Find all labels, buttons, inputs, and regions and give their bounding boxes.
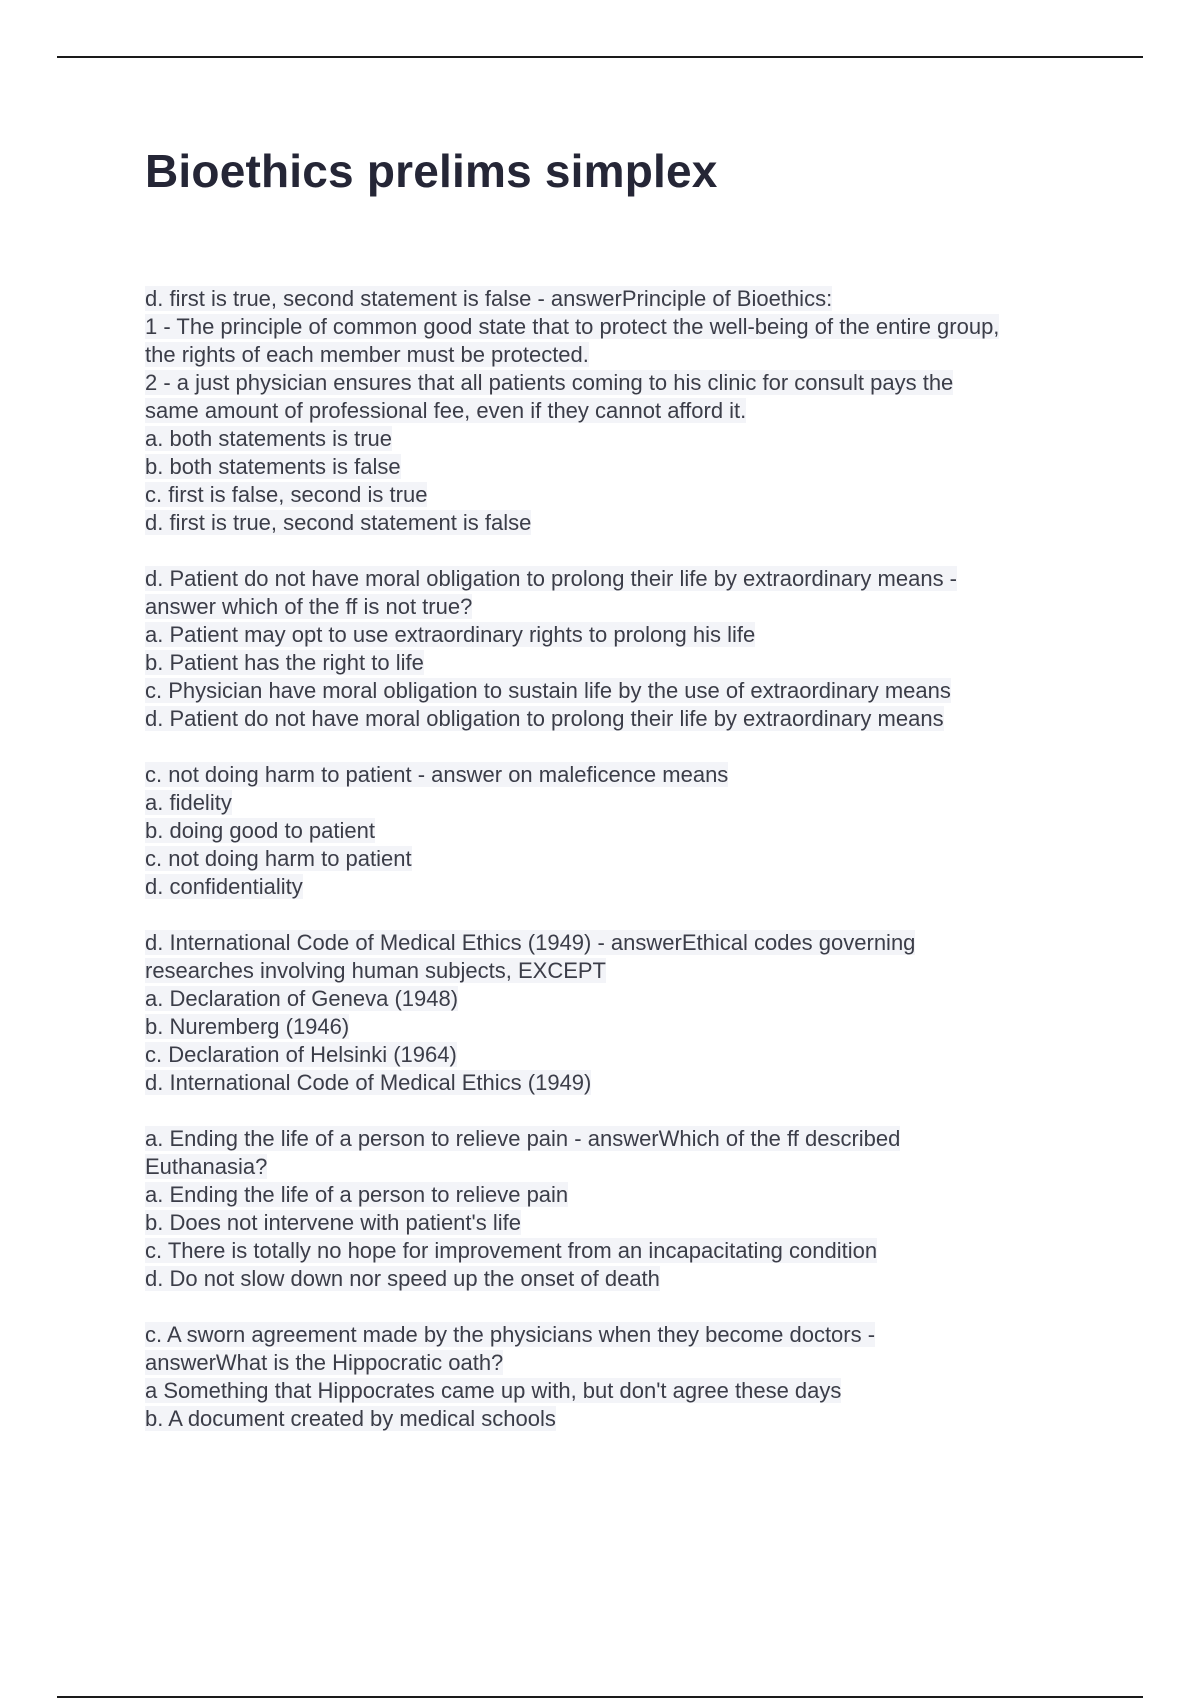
option-line: d. International Code of Medical Ethics (1949) xyxy=(145,1070,592,1095)
text-line: 2 - a just physician ensures that all patients coming to his clinic for consult pays the xyxy=(145,370,954,395)
question-block xyxy=(145,285,1095,537)
question-block xyxy=(145,1125,1095,1293)
option-line: d. Do not slow down nor speed up the onset of death xyxy=(145,1266,660,1291)
option-line: c. Declaration of Helsinki (1964) xyxy=(145,1042,457,1067)
option-line: b. Nuremberg (1946) xyxy=(145,1014,350,1039)
option-line: b. A document created by medical schools xyxy=(145,1406,556,1431)
question-block xyxy=(145,565,1095,733)
option-line: c. not doing harm to patient xyxy=(145,846,412,871)
text-line: 1 - The principle of common good state that to protect the well-being of the entire group, xyxy=(145,314,1000,339)
text-line: c. not doing harm to patient - answer on maleficence means xyxy=(145,762,729,787)
question-block xyxy=(145,929,1095,1097)
option-line: a. fidelity xyxy=(145,790,232,815)
option-line: a. Declaration of Geneva (1948) xyxy=(145,986,459,1011)
option-line: d. confidentiality xyxy=(145,874,303,899)
question-block xyxy=(145,761,1095,901)
question-block xyxy=(145,1321,1095,1433)
option-line: a. Patient may opt to use extraordinary rights to prolong his life xyxy=(145,622,756,647)
bottom-rule xyxy=(57,1696,1143,1698)
option-line: b. Patient has the right to life xyxy=(145,650,424,675)
question-list xyxy=(145,285,1095,1461)
text-line: answerWhat is the Hippocratic oath? xyxy=(145,1350,504,1375)
text-line: c. A sworn agreement made by the physicians when they become doctors - xyxy=(145,1322,876,1347)
text-line: Euthanasia? xyxy=(145,1154,268,1179)
text-line: same amount of professional fee, even if they cannot afford it. xyxy=(145,398,747,423)
text-line: d. first is true, second statement is false - answerPrinciple of Bioethics: xyxy=(145,286,833,311)
option-line: d. Patient do not have moral obligation to prolong their life by extraordinary means xyxy=(145,706,944,731)
option-line: a. both statements is true xyxy=(145,426,393,451)
option-line: b. doing good to patient xyxy=(145,818,375,843)
text-line: answer which of the ff is not true? xyxy=(145,594,473,619)
top-rule xyxy=(57,56,1143,58)
text-line: a. Ending the life of a person to relieve pain - answerWhich of the ff described xyxy=(145,1126,901,1151)
text-line: d. Patient do not have moral obligation to prolong their life by extraordinary means - xyxy=(145,566,958,591)
page-title: Bioethics prelims simplex xyxy=(145,145,718,197)
option-line: d. first is true, second statement is false xyxy=(145,510,532,535)
option-line: b. both statements is false xyxy=(145,454,401,479)
text-line: the rights of each member must be protected. xyxy=(145,342,589,367)
option-line: b. Does not intervene with patient's life xyxy=(145,1210,521,1235)
text-line: researches involving human subjects, EXCEPT xyxy=(145,958,606,983)
text-line: d. International Code of Medical Ethics (1949) - answerEthical codes governing xyxy=(145,930,916,955)
option-line: a Something that Hippocrates came up with, but don't agree these days xyxy=(145,1378,842,1403)
option-line: a. Ending the life of a person to relieve pain xyxy=(145,1182,569,1207)
option-line: c. Physician have moral obligation to sustain life by the use of extraordinary means xyxy=(145,678,951,703)
option-line: c. There is totally no hope for improvement from an incapacitating condition xyxy=(145,1238,878,1263)
option-line: c. first is false, second is true xyxy=(145,482,428,507)
